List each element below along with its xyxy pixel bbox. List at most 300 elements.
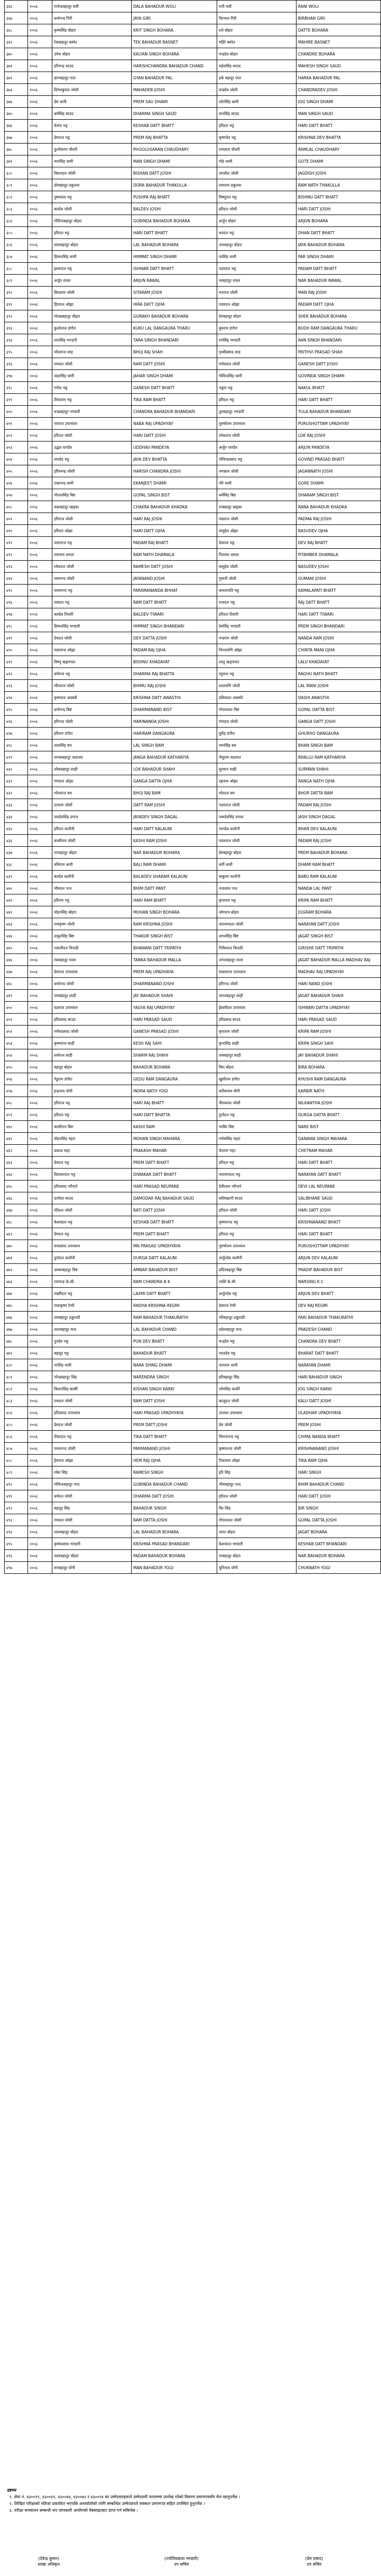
candidate-name-nepali-cell: लालबहादुर चन्द (52, 1323, 132, 1335)
signature-block (7, 2556, 356, 2567)
candidate-name-nepali-cell: नरेन्द्रबहादुर सिंह (52, 1371, 132, 1383)
father-name-nepali-cell: अर्जुनदेव कलौनी (217, 1252, 297, 1264)
candidate-name-nepali-cell: हरिदत्त भट्ट (52, 227, 132, 239)
serial-number-cell: ४७० (5, 1240, 28, 1252)
candidate-name-english-cell: BAHADUR SINGH (132, 1502, 217, 1514)
serial-number-cell: ३६७ (5, 12, 28, 24)
serial-number-cell: ४६७ (5, 1204, 28, 1216)
father-name-english-cell: RANA BAHADUR KHADKA (297, 501, 381, 513)
father-name-nepali-cell: माधवराज उपाध्याय (217, 966, 297, 978)
father-name-english-cell: BHAN DEV KALAUNI (297, 823, 381, 835)
candidate-name-nepali-cell: बलिराम धामी (52, 859, 132, 871)
candidate-name-nepali-cell: धर्मानन्द जोशी (52, 978, 132, 990)
father-name-english-cell: DEV RAJ REGMI (297, 1300, 381, 1312)
father-name-english-cell: KRISHNANAND BHATT (297, 1216, 381, 1228)
candidate-name-nepali-cell: सिताराम जोशी (52, 287, 132, 298)
father-name-english-cell: ARJUN PANDEYA (297, 442, 381, 453)
candidate-name-nepali-cell: हरिराम भट्ट (52, 894, 132, 906)
father-name-english-cell: GOPAL DATTA BIST (297, 704, 381, 716)
candidate-name-english-cell: KESHAB DATT BHATT (132, 1216, 217, 1228)
candidate-name-english-cell: MN PRASAD UPADHYAYA (132, 1240, 217, 1252)
candidate-name-english-cell: GANESH DATT BHATT (132, 382, 217, 394)
serial-number-cell: ३८९ (5, 275, 28, 287)
table-row (5, 692, 381, 704)
year-cell: २०५६ (28, 1490, 52, 1502)
candidate-name-english-cell: TANKA BAHADUR MALLA (132, 954, 217, 966)
serial-number-cell: ४७९ (5, 1347, 28, 1359)
father-name-english-cell: KRISHNANAND JOSHI (297, 1443, 381, 1455)
table-row (5, 894, 381, 906)
candidate-name-nepali-cell: कृष्णदत्त अवस्थी (52, 692, 132, 704)
candidate-name-nepali-cell: किशनसिंह कार्की (52, 1383, 132, 1395)
table-row (5, 358, 381, 370)
father-name-nepali-cell: गिरीशदत्त त्रिपाठी (217, 942, 297, 954)
year-cell: २०५६ (28, 477, 52, 489)
father-name-english-cell: BASUDEV OJHA (297, 525, 381, 537)
father-name-english-cell: SALIBHANE SAUD (297, 1192, 381, 1204)
year-cell: २०५६ (28, 1455, 52, 1467)
candidate-name-english-cell: SITARAM JOSHI (132, 287, 217, 298)
father-name-nepali-cell: सलिबहानी साउद (217, 1192, 297, 1204)
father-name-nepali-cell: चेतराम महर (217, 1145, 297, 1157)
year-cell: २०५६ (28, 1145, 52, 1157)
candidate-name-nepali-cell: परमानन्द भट्ट (52, 585, 132, 596)
year-cell: २०५६ (28, 215, 52, 227)
candidate-name-english-cell: THAKUR SINGH BIST (132, 930, 217, 942)
year-cell: २०५६ (28, 763, 52, 775)
father-name-english-cell: PARI BAHADUR THAKURATHI (297, 1312, 381, 1323)
father-name-nepali-cell: जगत बोहरा (217, 1526, 297, 1538)
table-row (5, 1431, 381, 1443)
serial-number-cell: ४९० (5, 1478, 28, 1490)
father-name-english-cell: HARI DATT BHATT (297, 1228, 381, 1240)
table-row (5, 632, 381, 644)
year-cell: २०५६ (28, 692, 52, 704)
father-name-nepali-cell: मानसिंह साउद (217, 108, 297, 120)
father-name-english-cell: JAGAT BAHADUR SHAHI (297, 990, 381, 1002)
candidate-name-english-cell: RADHA KRISHNA REGMI (132, 1300, 217, 1312)
candidate-name-nepali-cell: रमेशदत्त जोशी (52, 561, 132, 573)
year-cell: २०५६ (28, 668, 52, 680)
father-name-nepali-cell: नारायण धामी (217, 1359, 297, 1371)
father-name-english-cell: ARJUN BOHARA (297, 215, 381, 227)
table-row (5, 72, 381, 84)
father-name-nepali-cell: प्रेमसिंह भण्डारी (217, 620, 297, 632)
father-name-english-cell: HARI DATT JOSHI (297, 1490, 381, 1502)
candidate-name-nepali-cell: बलदेव कलौनी (52, 871, 132, 883)
serial-number-cell: ३६६ (5, 1, 28, 12)
candidate-name-nepali-cell: दुर्गादत्त कलौनी (52, 1252, 132, 1264)
father-name-nepali-cell: प्रदेशबहादुर चन्द (217, 1323, 297, 1335)
serial-number-cell: ४७५ (5, 1300, 28, 1312)
serial-number-cell: ४३१ (5, 775, 28, 787)
father-name-nepali-cell: नरबिर बिष्ट (217, 1121, 297, 1133)
father-name-english-cell: KALU DATT JOSHI (297, 1395, 381, 1407)
candidate-name-english-cell: NARA SHING DHAMI (132, 1359, 217, 1371)
candidate-name-nepali-cell: रतिदत्त जोशी (52, 1204, 132, 1216)
serial-number-cell: ४३० (5, 763, 28, 775)
candidate-name-english-cell: HARI DATT BHATTA (132, 1109, 217, 1121)
year-cell: २०५६ (28, 537, 52, 549)
father-name-nepali-cell: शेरबहादुर बोहरा (217, 310, 297, 322)
table-row (5, 918, 381, 930)
father-name-english-cell: CHETRAM MAHAR (297, 1145, 381, 1157)
candidate-name-english-cell: GYAN BAHADUR PAL (132, 72, 217, 84)
table-row (5, 668, 381, 680)
candidate-name-nepali-cell: जयबहादुर शाही (52, 990, 132, 1002)
father-name-english-cell: JAGAT BOHARA (297, 1526, 381, 1538)
father-name-nepali-cell: लालमणि जोशी (217, 680, 297, 692)
table-row (5, 596, 381, 608)
father-name-english-cell: KRIPA SINGH SAHI (297, 1037, 381, 1049)
serial-number-cell: ४०८ (5, 501, 28, 513)
candidate-name-english-cell: KISHAN SINGH KARKI (132, 1383, 217, 1395)
father-name-nepali-cell: कृपाराम भट्ट (217, 894, 297, 906)
father-name-english-cell: CHANDRADEV JOSHI (297, 84, 381, 96)
candidate-name-english-cell: RAM CHANDRA B K (132, 1276, 217, 1288)
year-cell: २०५६ (28, 608, 52, 620)
serial-number-cell: ४३९ (5, 871, 28, 883)
father-name-english-cell: MAHESH SINGH SAUD (297, 60, 381, 72)
table-row (5, 1443, 381, 1455)
table-row (5, 1550, 381, 1562)
candidate-name-nepali-cell: प्रेम धामी (52, 96, 132, 108)
serial-number-cell: ४५१ (5, 1014, 28, 1026)
father-name-english-cell: CHINTA MANI OJHA (297, 644, 381, 656)
table-row (5, 84, 381, 96)
table-row (5, 1169, 381, 1180)
table-row (5, 1264, 381, 1276)
father-name-english-cell: JOG SINGH DHAMI (297, 96, 381, 108)
candidate-name-english-cell: MAHADEB JOSHI (132, 84, 217, 96)
father-name-nepali-cell: हर्क बहादुर पाल (217, 72, 297, 84)
year-cell: २०५६ (28, 1216, 52, 1228)
father-name-english-cell: JAGAT SINGH BIST (297, 930, 381, 942)
candidate-name-english-cell: GEDU RAM DANGAURA (132, 1073, 217, 1085)
candidate-name-english-cell: RATI DATT JOSHI (132, 1204, 217, 1216)
table-row (5, 1323, 381, 1335)
candidate-name-nepali-cell: बहादुर भट्ट (52, 1347, 132, 1359)
year-cell: २०५६ (28, 1180, 52, 1192)
father-name-nepali-cell: अर्जुन पाण्डेय (217, 442, 297, 453)
father-name-english-cell: CHANDRA DEV BHATT (297, 1335, 381, 1347)
candidate-name-english-cell: KRIT SINGH BOHARA (132, 24, 217, 36)
father-name-english-cell: GORE DHAMI (297, 477, 381, 489)
candidate-name-english-cell: GOPAL SINGH BIST (132, 489, 217, 501)
year-cell: २०५६ (28, 263, 52, 275)
year-cell: २०५६ (28, 1061, 52, 1073)
table-row (5, 1359, 381, 1371)
father-name-english-cell: DURGA DATTA BHATT (297, 1109, 381, 1121)
candidate-name-english-cell: KESHAB DATT BHATT (132, 120, 217, 132)
candidate-name-nepali-cell: रामकृष्ण जोशी (52, 918, 132, 930)
father-name-english-cell: PRADESH CHAND (297, 1323, 381, 1335)
candidate-name-english-cell: ARJUN RAWAL (132, 275, 217, 287)
year-cell: २०५६ (28, 1443, 52, 1455)
candidate-name-nepali-cell: रामबहादुर ठकुराठी (52, 1312, 132, 1323)
table-row (5, 1300, 381, 1312)
table-row (5, 1014, 381, 1026)
year-cell: २०५६ (28, 501, 52, 513)
candidate-name-english-cell: KALYAN SINGH BOHARA (132, 48, 217, 60)
year-cell: २०५६ (28, 298, 52, 310)
candidate-table-body (5, 1, 381, 1574)
candidate-name-english-cell: PREM RAJ UPADHAYA (132, 966, 217, 978)
candidate-name-english-cell: TIKA DATT BHATT (132, 1431, 217, 1443)
father-name-english-cell: HARI DATT TIWARI (297, 608, 381, 620)
father-name-english-cell: NANDA RAM JOSHI (297, 632, 381, 644)
candidate-name-nepali-cell: पुनदेव भट्ट (52, 1335, 132, 1347)
father-name-english-cell: JAGANNATH JOSHI (297, 465, 381, 477)
candidate-name-english-cell: PARMANAND JOSHI (132, 1443, 217, 1455)
father-name-nepali-cell: पदमराज जोशी (217, 835, 297, 847)
father-name-nepali-cell: दुर्गादत्त भट्ट (217, 1109, 297, 1121)
candidate-name-nepali-cell: हरिदत्त जोशी (52, 430, 132, 442)
notes-heading: द्रष्टव्यः (7, 2488, 17, 2493)
father-name-english-cell: SURMAN SHAHI (297, 763, 381, 775)
candidate-name-nepali-cell: रामचन्द्र के.सी. (52, 1276, 132, 1288)
father-name-nepali-cell: चिन्तामणि ओझा (217, 644, 297, 656)
father-name-english-cell: ARJUN DEV KALAUNI (297, 1252, 381, 1264)
father-name-nepali-cell: पुरुषोत्तम उपाध्याय (217, 1240, 297, 1252)
candidate-name-nepali-cell: यज्ञराज उपाध्याय (52, 1002, 132, 1014)
year-cell: २०५६ (28, 132, 52, 144)
father-name-english-cell: ISHWARI DATTA UPADHYAY (297, 1002, 381, 1014)
candidate-name-nepali-cell: टीकादत्त भट्ट (52, 1431, 132, 1443)
candidate-name-english-cell: JAYA DEV BHATTA (132, 453, 217, 465)
candidate-name-nepali-cell: जयदेव भट्ट (52, 453, 132, 465)
father-name-nepali-cell: हरिदत्त भट्ट (217, 1157, 297, 1169)
candidate-name-english-cell: RAMESH SINGH (132, 1467, 217, 1478)
year-cell: २०५६ (28, 406, 52, 418)
father-name-nepali-cell: देवराज भट्ट (217, 537, 297, 549)
table-row (5, 1502, 381, 1514)
serial-number-cell: ३९२ (5, 310, 28, 322)
serial-number-cell: ४०२ (5, 430, 28, 442)
serial-number-cell: ३९८ (5, 382, 28, 394)
table-row (5, 787, 381, 799)
father-name-nepali-cell: नारायणदत्त जोशी (217, 918, 297, 930)
candidate-name-english-cell: KRISHNA PRASAD BHANDARI (132, 1538, 217, 1550)
father-name-nepali-cell: हरिदत्त भट्ट (217, 394, 297, 406)
table-row (5, 453, 381, 465)
table-row (5, 823, 381, 835)
candidate-name-nepali-cell: गोविन्दबहादुर बोहरा (52, 215, 132, 227)
father-name-english-cell: SHER BAHADUR BOHARA (297, 310, 381, 322)
table-row (5, 1395, 381, 1407)
serial-number-cell: ४६१ (5, 1133, 28, 1145)
candidate-name-nepali-cell: हरिचन्द्र साउद (52, 60, 132, 72)
table-row (5, 859, 381, 871)
father-name-nepali-cell: कृष्णानन्द भट्ट (217, 1216, 297, 1228)
year-cell: २०५६ (28, 585, 52, 596)
year-cell: २०५६ (28, 549, 52, 561)
candidate-name-english-cell: TEK BAHADUR BASNET (132, 36, 217, 48)
candidate-name-english-cell: PREM DATT BHATT (132, 1228, 217, 1240)
father-name-nepali-cell: नकुल भट्ट (217, 382, 297, 394)
year-cell: २०५६ (28, 60, 52, 72)
father-name-english-cell: BHOR DATTA BAM (297, 787, 381, 799)
father-name-nepali-cell: गोपालदत्त बिष्ट (217, 704, 297, 716)
table-row (5, 1252, 381, 1264)
serial-number-cell: ३८० (5, 167, 28, 179)
table-row (5, 644, 381, 656)
table-row (5, 942, 381, 954)
table-row (5, 132, 381, 144)
serial-number-cell: ४२१ (5, 656, 28, 668)
candidate-name-english-cell: PREM DATT BHATT (132, 1157, 217, 1169)
father-name-english-cell: BIRBHAN GIRI (297, 12, 381, 24)
candidate-name-english-cell: HIRA DATT OJHA (132, 298, 217, 310)
table-row (5, 1026, 381, 1037)
serial-number-cell: ४०७ (5, 489, 28, 501)
table-row (5, 465, 381, 477)
table-row (5, 1180, 381, 1192)
father-name-english-cell: PURUSHOTTAM UPADHYAY (297, 1240, 381, 1252)
serial-number-cell: ४७४ (5, 1288, 28, 1300)
serial-number-cell: ४९७ (5, 1562, 28, 1574)
father-name-english-cell: HARI DATT JOSHI (297, 203, 381, 215)
candidate-name-english-cell: BISHNU KHADAYAT (132, 656, 217, 668)
father-name-nepali-cell: वासुदेव जोशी (217, 561, 297, 573)
candidate-name-english-cell: AMBAR BAHADUR BIST (132, 1264, 217, 1276)
year-cell: २०५६ (28, 1085, 52, 1097)
father-name-english-cell: JAYA BAHADUR BOHARA (297, 239, 381, 251)
serial-number-cell: ३७८ (5, 144, 28, 155)
father-name-english-cell: HARI BAHADUR SINGH (297, 1371, 381, 1383)
serial-number-cell: ३९४ (5, 334, 28, 346)
candidate-name-nepali-cell: गोपालसिंह बिष्ट (52, 489, 132, 501)
table-row (5, 1073, 381, 1085)
candidate-name-nepali-cell: गेडुराम डंगौरा (52, 1073, 132, 1085)
serial-number-cell: ४४८ (5, 978, 28, 990)
candidate-name-nepali-cell: धर्मानन्द गिरी (52, 12, 132, 24)
year-cell: २०५६ (28, 287, 52, 298)
father-name-english-cell: PURUSHOTTAM UPADHYAY (297, 418, 381, 430)
table-row (5, 287, 381, 298)
year-cell: २०५६ (28, 978, 52, 990)
candidate-name-nepali-cell: लालबहादुर बोहरा (52, 239, 132, 251)
serial-number-cell: ३९९ (5, 394, 28, 406)
year-cell: २०५६ (28, 739, 52, 751)
father-name-nepali-cell: बिर सिंह (217, 1502, 297, 1514)
father-name-english-cell: DATTE BOHARA (297, 24, 381, 36)
year-cell: २०५६ (28, 167, 52, 179)
year-cell: २०५६ (28, 418, 52, 430)
serial-number-cell: ४२७ (5, 728, 28, 739)
candidate-name-nepali-cell: गोरखबहादुर बोहरा (52, 310, 132, 322)
year-cell: २०५६ (28, 203, 52, 215)
serial-number-cell: ४२३ (5, 680, 28, 692)
candidate-name-english-cell: HARI DATT JOSHI (132, 430, 217, 442)
father-name-nepali-cell: जगतबहादुर शाही (217, 990, 297, 1002)
candidate-name-english-cell: DAMODAR RAJ BAHADUR SAUD (132, 1192, 217, 1204)
father-name-nepali-cell: चन्द्रदेव बोहरा (217, 48, 297, 60)
table-row (5, 406, 381, 418)
father-name-nepali-cell: राजदत्त भट्ट (217, 596, 297, 608)
candidate-name-nepali-cell: हरिप्रसाद साउद (52, 1014, 132, 1026)
father-name-english-cell: HARI DATT BHATT (297, 120, 381, 132)
year-cell: २०५६ (28, 72, 52, 84)
father-name-english-cell: KARBIR NATH (297, 1085, 381, 1097)
candidate-name-english-cell: KASHI RAM JOSHI (132, 835, 217, 847)
father-name-english-cell: BASUDEV JOSHI (297, 561, 381, 573)
candidate-name-nepali-cell: ठाकुरसिंह बिष्ट (52, 930, 132, 942)
serial-number-cell: ४४४ (5, 930, 28, 942)
father-name-english-cell: HARKA BAHADUR PAL (297, 72, 381, 84)
table-row (5, 442, 381, 453)
candidate-name-english-cell: LOK BAHADUR SHAHI (132, 763, 217, 775)
father-name-nepali-cell: दशिवदत्त अवस्थी (217, 692, 297, 704)
candidate-name-english-cell: BAHADUR BHATT (132, 1347, 217, 1359)
serial-number-cell: ४१० (5, 525, 28, 537)
father-name-nepali-cell: भरतदेव भट्ट (217, 1347, 297, 1359)
serial-number-cell: ४३२ (5, 787, 28, 799)
year-cell: २०५६ (28, 453, 52, 465)
year-cell: २०५६ (28, 1419, 52, 1431)
year-cell: २०५६ (28, 1407, 52, 1419)
candidate-name-nepali-cell: हरिदत्त भट्ट (52, 1109, 132, 1121)
table-row (5, 1276, 381, 1288)
table-row (5, 739, 381, 751)
candidate-name-nepali-cell: प्रेमदत्त जोशी (52, 1419, 132, 1431)
candidate-name-english-cell: LAL SINGH BAM (132, 739, 217, 751)
father-name-nepali-cell: कमलापति भट्ट (217, 585, 297, 596)
serial-number-cell: ४२६ (5, 716, 28, 728)
father-name-english-cell: HARI DATT BHATT (297, 1157, 381, 1169)
candidate-name-english-cell: KESH RAJ SAHI (132, 1037, 217, 1049)
father-name-english-cell: GOPAL DATTA JOSHI (297, 1514, 381, 1526)
father-name-english-cell: DHARAM SINGH BIST (297, 489, 381, 501)
candidate-name-english-cell: JAYANAND JOSHI (132, 573, 217, 585)
father-name-english-cell: TULA BAHADUR BHANDARI (297, 406, 381, 418)
father-name-nepali-cell: कृष्णानन्द जोशी (217, 1443, 297, 1455)
table-row (5, 203, 381, 215)
father-name-nepali-cell: पदमदत्त ओझा (217, 298, 297, 310)
father-name-nepali-cell: पदमदत्त भट्ट (217, 263, 297, 275)
table-row (5, 489, 381, 501)
father-name-english-cell: CHUKNATH YOGI (297, 1562, 381, 1574)
candidate-name-english-cell: PRAKASH MAHAR (132, 1145, 217, 1157)
year-cell: २०५६ (28, 525, 52, 537)
year-cell: २०५६ (28, 430, 52, 442)
candidate-name-english-cell: LAL BAHADUR BOHARA (132, 239, 217, 251)
father-name-english-cell: PREM JOSHI (297, 1419, 381, 1431)
father-name-nepali-cell: हरि सिंह (217, 1467, 297, 1478)
candidate-name-nepali-cell: रामदत्त भट्ट (52, 596, 132, 608)
father-name-english-cell: RANI WOLI (297, 1, 381, 12)
father-name-nepali-cell: पद्मराज जोशी (217, 513, 297, 525)
candidate-name-nepali-cell: डोरबहादुर ठकुल्ला (52, 179, 132, 191)
serial-number-cell: ३७१ (5, 60, 28, 72)
father-name-nepali-cell: पृथ्वीप्रसाद शाह (217, 346, 297, 358)
candidate-name-nepali-cell: हरिराज जोशी (52, 513, 132, 525)
serial-number-cell: ३७२ (5, 72, 28, 84)
candidate-name-nepali-cell: प्रेमराज भट्ट (52, 132, 132, 144)
candidate-name-english-cell: SHARM RAJ SHAHI (132, 1049, 217, 1061)
father-name-nepali-cell: रनबहादुर खड्का (217, 501, 297, 513)
candidate-name-english-cell: DHARMA SINGH SAUD (132, 108, 217, 120)
candidate-name-english-cell: YAGYA RAJ UPADHYAY (132, 1002, 217, 1014)
candidate-name-nepali-cell: हरिप्रसाद उपाध्याय (52, 1407, 132, 1419)
year-cell: २०५६ (28, 918, 52, 930)
candidate-name-english-cell: HARI PRASAD NEUPANE (132, 1180, 217, 1192)
table-row (5, 930, 381, 942)
signature-left-name: (देवेन्द्र कुमार) (38, 2556, 60, 2561)
father-name-english-cell: KRISHNA DEV BHATTA (297, 132, 381, 144)
year-cell: २०५६ (28, 751, 52, 763)
table-row (5, 430, 381, 442)
